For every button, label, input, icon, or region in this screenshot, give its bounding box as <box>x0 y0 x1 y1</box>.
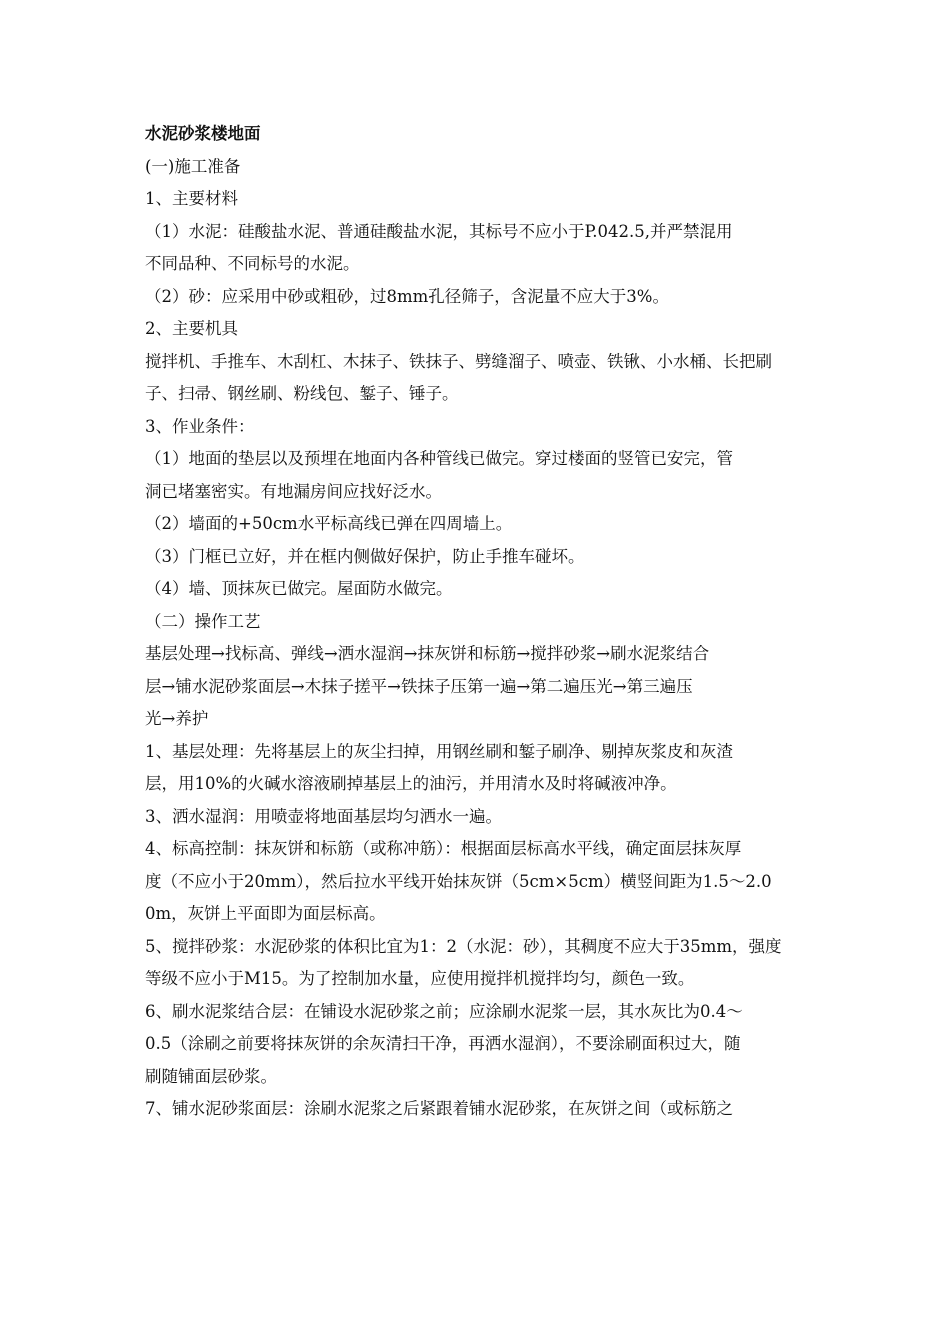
paragraph-line: （1）水泥：硅酸盐水泥、普通硅酸盐水泥，其标号不应小于P.042.5,并严禁混用 <box>145 221 733 241</box>
paragraph-line: 度（不应小于20mm），然后拉水平线开始抹灰饼（5cm×5cm）横竖间距为1.5～2.0 <box>145 871 772 891</box>
paragraph-line: 等级不应小于M15。为了控制加水量，应使用搅拌机搅拌均匀，颜色一致。 <box>145 969 695 988</box>
subheading-materials: 1、主要材料 <box>145 189 238 208</box>
paragraph-line: 0m，灰饼上平面即为面层标高。 <box>145 904 386 923</box>
paragraph-line: 1、基层处理：先将基层上的灰尘扫掉，用钢丝刷和錾子刷净、剔掉灰浆皮和灰渣 <box>145 741 733 761</box>
paragraph-line: 4、标高控制：抹灰饼和标筋（或称冲筋）：根据面层标高水平线，确定面层抹灰厚 <box>145 839 742 858</box>
process-flow-line: 层→铺水泥砂浆面层→木抹子搓平→铁抹子压第一遍→第二遍压光→第三遍压 <box>145 676 693 696</box>
paragraph-line: （2）砂：应采用中砂或粗砂，过8mm孔径筛子，含泥量不应大于3%。 <box>145 286 669 306</box>
paragraph-line: 洞已堵塞密实。有地漏房间应找好泛水。 <box>145 481 442 501</box>
paragraph-line: 不同品种、不同标号的水泥。 <box>145 254 360 273</box>
paragraph-line: 5、搅拌砂浆：水泥砂浆的体积比宜为1：2（水泥：砂），其稠度不应大于35mm，强度 <box>145 936 782 956</box>
paragraph-line: 子、扫帚、钢丝刷、粉线包、錾子、锤子。 <box>145 384 459 403</box>
paragraph-line: 7、铺水泥砂浆面层：涂刷水泥浆之后紧跟着铺水泥砂浆，在灰饼之间（或标筋之 <box>145 1099 733 1118</box>
paragraph-line: 刷随铺面层砂浆。 <box>145 1066 277 1086</box>
process-flow-line: 光→养护 <box>145 709 209 728</box>
subheading-tools: 2、主要机具 <box>145 319 238 338</box>
paragraph-line: 3、洒水湿润：用喷壶将地面基层均匀洒水一遍。 <box>145 806 502 826</box>
paragraph-line: 搅拌机、手推车、木刮杠、木抹子、铁抹子、劈缝溜子、喷壶、铁锹、小水桶、长把刷 <box>145 351 772 371</box>
paragraph-line: （1）地面的垫层以及预埋在地面内各种管线已做完。穿过楼面的竖管已安完，管 <box>145 449 733 468</box>
document-page <box>145 118 810 1126</box>
process-flow-line: 基层处理→找标高、弹线→洒水湿润→抹灰饼和标筋→搅拌砂浆→刷水泥浆结合 <box>145 644 710 663</box>
section-heading-preparation: (一)施工准备 <box>145 156 241 176</box>
document-title: 水泥砂浆楼地面 <box>145 124 261 143</box>
paragraph-line: 6、刷水泥浆结合层：在铺设水泥砂浆之前；应涂刷水泥浆一层，其水灰比为0.4～ <box>145 1001 743 1021</box>
subheading-conditions: 3、作业条件： <box>145 416 255 436</box>
paragraph-line: （4）墙、顶抹灰已做完。屋面防水做完。 <box>145 579 453 598</box>
paragraph-line: （2）墙面的+50cm水平标高线已弹在四周墙上。 <box>145 514 513 533</box>
paragraph-line: 层，用10%的火碱水溶液刷掉基层上的油污，并用清水及时将碱液冲净。 <box>145 774 677 793</box>
paragraph-line: 0.5（涂刷之前要将抹灰饼的余灰清扫干净，再洒水湿润），不要涂刷面积过大，随 <box>145 1034 741 1053</box>
paragraph-line: （3）门框已立好，并在框内侧做好保护，防止手推车碰坏。 <box>145 546 585 566</box>
section-heading-process: （二）操作工艺 <box>145 611 261 631</box>
